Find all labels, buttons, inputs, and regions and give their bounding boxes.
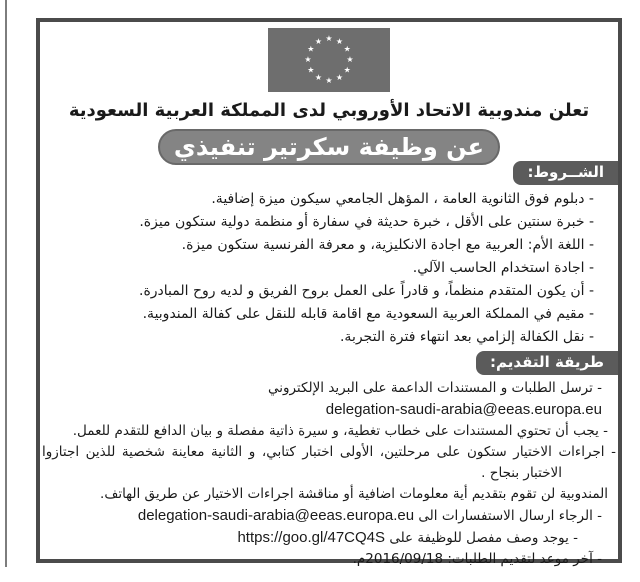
application-selection-continuation: الاختبار بنجاح . [481,465,562,481]
condition-item: - اللغة الأم: العربية مع اجادة الانكليزية، و معرفة الفرنسية ستكون ميزة. [181,237,594,253]
eu-star-icon: ★ [335,73,344,83]
application-list [40,378,618,570]
eu-star-icon: ★ [325,76,333,85]
eu-star-icon: ★ [343,44,351,54]
application-documents-line: - يجب أن تحتوي المستندات على خطاب تغطية، و سيرة ذاتية مفصلة و بيان الدافع للتقدم للعمل. [72,423,608,439]
conditions-heading: الشــروط: [513,161,618,185]
application-inquiries-line [40,505,618,527]
page-margin-rule [5,0,7,567]
eu-star-icon: ★ [314,36,323,46]
inquiries-label: - الرجاء ارسال الاستفسارات الى [418,508,602,524]
condition-item: - أن يكون المتقدم منظماً، و قادراً على العمل بروح الفريق و لديه روح المبادرة. [139,283,594,299]
application-intro-line: - ترسل الطلبات و المستندات الداعمة على البريد الإلكتروني [267,380,602,396]
condition-item: - اجادة استخدام الحاسب الآلي. [412,260,594,276]
document-frame [36,18,622,567]
position-badge: عن وظيفة سكرتير تنفيذي [158,129,500,165]
eu-star-icon: ★ [307,44,315,54]
conditions-list [40,188,618,349]
eu-flag [268,28,390,92]
condition-item: - نقل الكفالة إلزامي بعد انتهاء فترة التجربة. [339,329,594,345]
eu-star-icon: ★ [314,73,323,83]
eu-star-icon: ★ [335,36,344,46]
application-description-line [40,527,618,549]
application-heading: طريقة التقديم: [476,351,618,375]
application-email: delegation-saudi-arabia@eeas.europa.eu [325,401,602,418]
application-email-line [40,399,618,421]
application-phone-line: المندوبية لن تقوم بتقديم أية معلومات اضافية أو مناقشة اجراءات الاختيار عن طريق الهاتف. [100,486,608,502]
eu-star-icon: ★ [343,65,351,75]
inquiries-email: delegation-saudi-arabia@eeas.europa.eu [137,507,415,524]
job-description-url: https://goo.gl/47CQ4S [237,529,386,546]
condition-item: - خبرة سنتين على الأقل ، خبرة حديثة في سفارة أو منظمة دولية ستكون ميزة. [139,214,594,230]
application-selection-line: - اجراءات الاختيار ستكون على مرحلتين، الأولى اختبار كتابي، و الثانية معاينة شخصية للذين اجتازوا [42,444,616,460]
condition-item: - مقيم في المملكة العربية السعودية مع اقامة قابله للنقل على كفالة المندوبية. [142,306,594,322]
eu-star-icon: ★ [304,55,312,64]
condition-item: - دبلوم فوق الثانوية العامة ، المؤهل الجامعي سيكون ميزة إضافية. [211,191,594,207]
eu-star-icon: ★ [307,65,315,75]
eu-star-icon: ★ [325,34,333,43]
eu-star-icon: ★ [346,55,354,64]
application-deadline-line: - آخر موعد لتقديم الطلبات: 2016/09/18م. [352,551,602,567]
description-label: - يوجد وصف مفصل للوظيفة على [389,530,578,546]
announcement-title: تعلن مندوبية الاتحاد الأوروبي لدى المملكة العربية السعودية [68,100,590,121]
